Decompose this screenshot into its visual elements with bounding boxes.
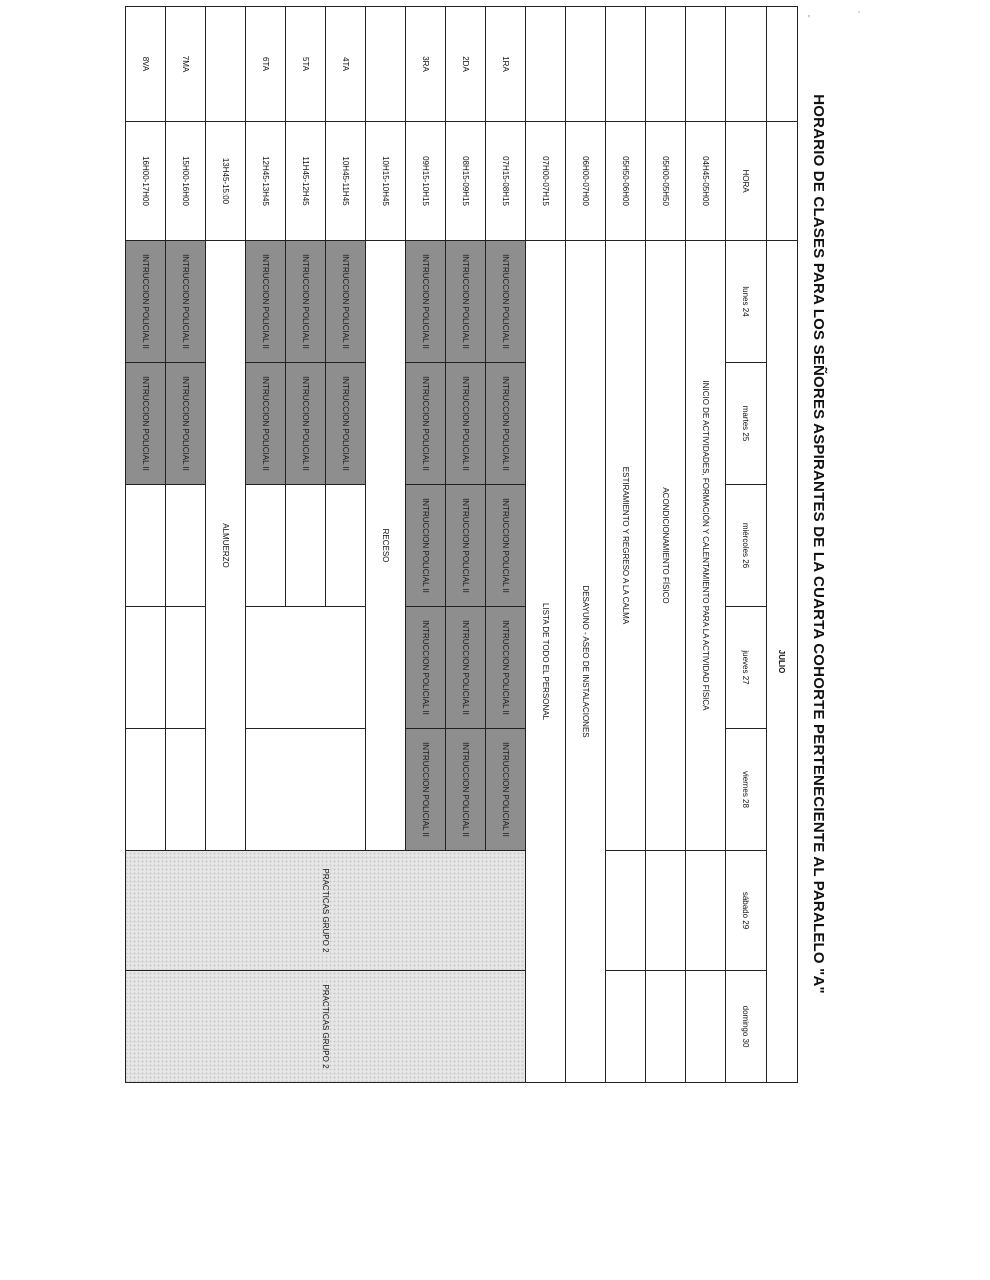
- class-cell: INTRUCCION POLICIAL II: [446, 363, 486, 485]
- period-label: 3RA: [406, 7, 446, 122]
- time-cell: 06H00-07H00: [566, 122, 606, 241]
- blank-cell: [646, 7, 686, 122]
- blank-cell: [726, 7, 767, 122]
- blank-cell: [126, 729, 166, 851]
- blank-cell: [206, 7, 246, 122]
- table-row: [486, 7, 526, 1083]
- class-cell: INTRUCCION POLICIAL II: [166, 241, 206, 363]
- almuerzo-cell: ALMUERZO: [206, 241, 246, 851]
- table-row: [646, 7, 686, 1083]
- class-cell: INTRUCCION POLICIAL II: [166, 363, 206, 485]
- blank-cell: [606, 971, 646, 1083]
- day-header: sábado 29: [726, 851, 767, 971]
- time-cell: 10H45-11H45: [326, 122, 366, 241]
- blank-cell: [646, 851, 686, 971]
- class-cell: INTRUCCION POLICIAL II: [486, 607, 526, 729]
- activity-cell: ESTIRAMIENTO Y REGRESO A LA CALMA: [606, 241, 646, 851]
- schedule-sheet: [128, 6, 838, 1082]
- blank-cell: [686, 971, 726, 1083]
- class-cell: INTRUCCION POLICIAL II: [406, 485, 446, 607]
- period-label: 1RA: [486, 7, 526, 122]
- blank-cell: [646, 971, 686, 1083]
- class-cell: INTRUCCION POLICIAL II: [326, 241, 366, 363]
- scan-mark: ': [808, 14, 810, 25]
- blank-cell: [566, 7, 606, 122]
- blank-cell: [686, 7, 726, 122]
- blank-cell: [686, 851, 726, 971]
- activity-cell: LISTA DE TODO EL PERSONAL: [526, 241, 566, 1083]
- blank-cell: [606, 851, 646, 971]
- class-cell: INTRUCCION POLICIAL II: [246, 241, 286, 363]
- time-cell: 04H45-05H00: [686, 122, 726, 241]
- day-header: domingo 30: [726, 971, 767, 1083]
- time-cell: 12H45-13H45: [246, 122, 286, 241]
- period-label: 2DA: [446, 7, 486, 122]
- blank-cell: [526, 7, 566, 122]
- time-cell: 16H00-17H00: [126, 122, 166, 241]
- class-cell: INTRUCCION POLICIAL II: [486, 729, 526, 851]
- blank-cell: [286, 485, 326, 607]
- time-cell: 10H15-10H45: [366, 122, 406, 241]
- blank-cell: [166, 485, 206, 607]
- blank-cell: [126, 485, 166, 607]
- class-cell: INTRUCCION POLICIAL II: [446, 485, 486, 607]
- period-label: 8VA: [126, 7, 166, 122]
- blank-cell: [366, 7, 406, 122]
- class-cell: INTRUCCION POLICIAL II: [406, 363, 446, 485]
- hora-header: HORA: [726, 122, 767, 241]
- class-cell: INTRUCCION POLICIAL II: [126, 363, 166, 485]
- blank-cell: [326, 485, 366, 607]
- class-cell: INTRUCCION POLICIAL II: [286, 363, 326, 485]
- blank-cell: [767, 122, 798, 241]
- period-label: 5TA: [286, 7, 326, 122]
- table-row: [566, 7, 606, 1083]
- blank-cell: [126, 607, 166, 729]
- scan-mark: ': [858, 10, 860, 21]
- receso-cell: RECESO: [366, 241, 406, 851]
- activity-cell: INICIO DE ACTIVIDADES, FORMACIÓN Y CALENTAMIENTO PARA LA ACTIVIDAD FÍSICA: [686, 241, 726, 851]
- class-cell: INTRUCCION POLICIAL II: [486, 241, 526, 363]
- blank-cell: [246, 729, 366, 851]
- blank-cell: [166, 607, 206, 729]
- class-cell: INTRUCCION POLICIAL II: [406, 607, 446, 729]
- class-cell: INTRUCCION POLICIAL II: [126, 241, 166, 363]
- table-row: [606, 7, 646, 1083]
- time-cell: 05H50-06H00: [606, 122, 646, 241]
- class-cell: INTRUCCION POLICIAL II: [286, 241, 326, 363]
- class-cell: INTRUCCION POLICIAL II: [406, 729, 446, 851]
- time-cell: 05H00-05H50: [646, 122, 686, 241]
- activity-cell: ACONDICIONAMIENTO FÍSICO: [646, 241, 686, 851]
- practicas-cell: PRACTICAS GRUPO 2: [126, 971, 526, 1083]
- class-cell: INTRUCCION POLICIAL II: [486, 363, 526, 485]
- table-row: [686, 7, 726, 1083]
- practicas-cell: PRACTICAS GRUPO 2: [126, 851, 526, 971]
- period-label: 6TA: [246, 7, 286, 122]
- schedule-table: [125, 6, 798, 1083]
- day-header: miércoles 26: [726, 485, 767, 607]
- table-row: [526, 7, 566, 1083]
- time-cell: 11H45-12H45: [286, 122, 326, 241]
- class-cell: INTRUCCION POLICIAL II: [486, 485, 526, 607]
- time-cell: 15H00-16H00: [166, 122, 206, 241]
- time-cell: 08H15-09H15: [446, 122, 486, 241]
- blank-cell: [246, 485, 286, 607]
- time-cell: 07H15-08H15: [486, 122, 526, 241]
- period-label: 4TA: [326, 7, 366, 122]
- class-cell: INTRUCCION POLICIAL II: [246, 363, 286, 485]
- time-cell: 07H00-07H15: [526, 122, 566, 241]
- month-label: JULIO: [767, 241, 798, 1083]
- day-header: lunes 24: [726, 241, 767, 363]
- class-cell: INTRUCCION POLICIAL II: [446, 241, 486, 363]
- document-title: HORARIO DE CLASES PARA LOS SEÑORES ASPIRANTES DE LA CUARTA COHORTE PERTENECIENTE AL PARALELO "A": [810, 94, 827, 994]
- day-header: jueves 27: [726, 607, 767, 729]
- class-cell: INTRUCCION POLICIAL II: [406, 241, 446, 363]
- activity-cell: DESAYUNO - ASEO DE INSTALACIONES: [566, 241, 606, 1083]
- day-header: viernes 28: [726, 729, 767, 851]
- blank-cell: [767, 7, 798, 122]
- blank-cell: [606, 7, 646, 122]
- class-cell: INTRUCCION POLICIAL II: [446, 607, 486, 729]
- day-header: martes 25: [726, 363, 767, 485]
- blank-cell: [166, 729, 206, 851]
- class-cell: INTRUCCION POLICIAL II: [446, 729, 486, 851]
- time-cell: 09H15-10H15: [406, 122, 446, 241]
- class-cell: INTRUCCION POLICIAL II: [326, 363, 366, 485]
- month-row: [767, 7, 798, 1083]
- blank-cell: [246, 607, 366, 729]
- header-row: [726, 7, 767, 1083]
- period-label: 7MA: [166, 7, 206, 122]
- time-cell: 13H45-15:00: [206, 122, 246, 241]
